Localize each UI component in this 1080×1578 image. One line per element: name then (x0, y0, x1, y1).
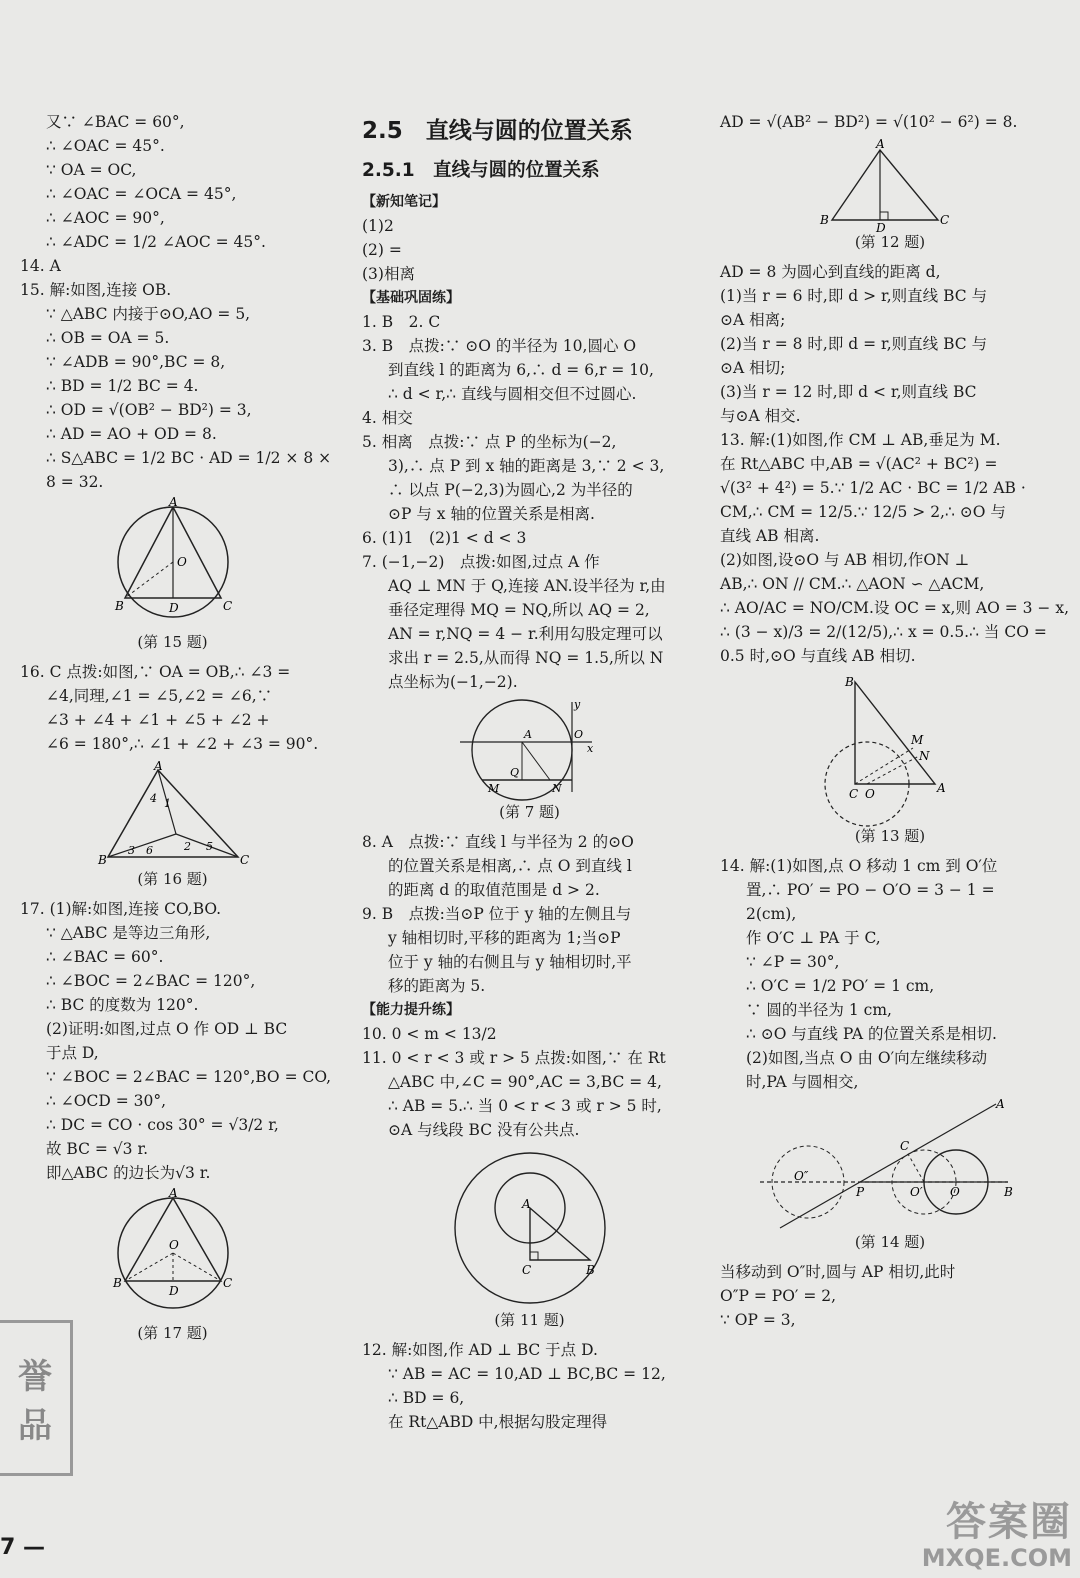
figure-13 (825, 674, 955, 824)
text-line: ∴ OD = √(OB² − BD²) = 3, (46, 401, 252, 419)
svg-text:6: 6 (145, 844, 153, 857)
svg-text:N: N (919, 749, 930, 763)
triangle-abc (530, 1208, 590, 1260)
text-line: ⊙A 相离; (720, 311, 786, 329)
figure-12 (820, 137, 960, 235)
text-line: ∴ ∠BAC = 60°. (46, 948, 164, 966)
text-line: ∴ OB = OA = 5. (46, 329, 170, 347)
text-line: 8. A 点拨:∵ 直线 l 与半径为 2 的⊙O (362, 833, 634, 851)
answer-14: 14. A (20, 257, 61, 275)
stamp-mark: 誉 品 (0, 1320, 73, 1476)
text-line: ∴ ∠BOC = 2∠BAC = 120°, (46, 972, 256, 990)
text-line: ∴ ∠OAC = 45°. (46, 137, 165, 155)
svg-text:x: x (586, 742, 593, 755)
svg-text:2: 2 (183, 840, 191, 853)
section-label: 【能力提升练】 (362, 1002, 460, 1018)
watermark-logo-text: 答案圈 (946, 1499, 1072, 1545)
text-line: ∴ S△ABC = 1/2 BC · AD = 1/2 × 8 × (46, 449, 332, 467)
text-line: ∴ 以点 P(−2,3)为圆心,2 为半径的 (388, 481, 633, 499)
text-line: 3),∴ 点 P 到 x 轴的距离是 3,∵ 2 < 3, (388, 457, 665, 475)
text-line: ∵ △ABC 内接于⊙O,AO = 5, (46, 305, 251, 323)
text-line: ∵ △ABC 是等边三角形, (46, 924, 211, 942)
svg-text:A: A (521, 1197, 531, 1211)
svg-text:B: B (585, 1263, 595, 1277)
section-title: 2.5 直线与圆的位置关系 (362, 118, 633, 144)
svg-text:D: D (876, 221, 886, 235)
text-line: 12. 解:如图,作 AD ⊥ BC 于点 D. (362, 1341, 598, 1359)
text-line: ∴ BD = 1/2 BC = 4. (46, 377, 199, 395)
caption-7: (第 7 题) (499, 803, 560, 821)
text-line: ⊙P 与 x 轴的位置关系是相离. (388, 505, 595, 523)
text-line: 即△ABC 的边长为√3 r. (46, 1164, 211, 1182)
text-line: 的距离 d 的取值范围是 d > 2. (388, 881, 600, 899)
figure-11 (450, 1148, 610, 1308)
text-line: ∴ ⊙O 与直线 PA 的位置关系是相切. (746, 1025, 997, 1043)
text-line: 1. B 2. C (362, 313, 441, 331)
text-line: 移的距离为 5. (388, 977, 486, 995)
text-line: AD = 8 为圆心到直线的距离 d, (720, 263, 941, 281)
text-line: 与⊙A 相交. (720, 407, 801, 425)
middle-column (362, 110, 697, 1434)
caption-14: (第 14 题) (854, 1233, 926, 1251)
text-line: y 轴相切时,平移的距离为 1;当⊙P (388, 929, 621, 947)
text-line: (2)如图,设⊙O 与 AB 相切,作ON ⊥ (720, 551, 970, 569)
text-line: ∵ OA = OC, (46, 161, 137, 179)
answer-13: 13. 解:(1)如图,作 CM ⊥ AB,垂足为 M. (720, 431, 1001, 449)
text-line: 求出 r = 2.5,从而得 NQ = 1.5,所以 N (388, 649, 664, 667)
svg-text:B: B (1004, 1185, 1013, 1199)
subsection-title: 2.5.1 直线与圆的位置关系 (362, 160, 600, 181)
svg-text:O′: O′ (910, 1185, 923, 1199)
answer-17: 17. (1)解:如图,连接 CO,BO. (20, 900, 222, 918)
text-line: 2(cm), (746, 905, 797, 923)
svg-text:C: C (849, 787, 859, 801)
svg-text:D: D (168, 601, 179, 615)
caption-12: (第 12 题) (854, 233, 926, 251)
caption-15: (第 15 题) (137, 633, 208, 651)
text-line: (2)当 r = 8 时,即 d = r,则直线 BC 与 (720, 335, 988, 353)
text-line: AN = r,NQ = 4 − r.利用勾股定理可以 (388, 625, 663, 643)
svg-text:C: C (521, 1263, 531, 1277)
svg-text:B: B (112, 1276, 122, 1290)
text-line: 6. (1)1 (2)1 < d < 3 (362, 529, 527, 547)
text-line: 又∵ ∠BAC = 60°, (46, 113, 185, 131)
svg-text:D: D (168, 1284, 179, 1298)
text-line: 位于 y 轴的右侧且与 y 轴相切时,平 (388, 953, 632, 971)
svg-text:4: 4 (149, 792, 157, 805)
text-line: 0.5 时,⊙O 与直线 AB 相切. (720, 647, 916, 665)
text-line: ∴ ∠AOC = 90°, (46, 209, 165, 227)
text-line: (3)当 r = 12 时,即 d < r,则直线 BC (720, 383, 977, 401)
figure-16 (97, 759, 249, 867)
svg-text:O: O (168, 1238, 179, 1252)
text-line: 在 Rt△ABC 中,AB = √(AC² + BC²) = (720, 455, 998, 473)
text-line: 当移动到 O″时,圆与 AP 相切,此时 (720, 1263, 956, 1281)
text-line: ∠6 = 180°,∴ ∠1 + ∠2 + ∠3 = 90°. (46, 735, 319, 753)
svg-text:A: A (168, 1186, 178, 1200)
svg-text:A: A (523, 728, 532, 741)
svg-text:A: A (153, 759, 163, 773)
text-line: ∵ 圆的半径为 1 cm, (746, 1001, 892, 1019)
text-line: AQ ⊥ MN 于 Q,连接 AN.设半径为 r,由 (388, 577, 666, 595)
segment-ob (125, 562, 173, 598)
svg-text:B: B (97, 853, 107, 867)
svg-text:O: O (176, 555, 187, 569)
text-line: (3)相离 (362, 265, 415, 283)
text-line: ∴ ∠OAC = ∠OCA = 45°, (46, 185, 237, 203)
text-line: ∵ ∠P = 30°, (746, 953, 840, 971)
figure-7 (460, 700, 600, 800)
svg-text:B: B (845, 675, 854, 689)
text-line: ∴ d < r,∴ 直线与圆相交但不过圆心. (388, 385, 637, 403)
text-line: 5. 相离 点拨:∵ 点 P 的坐标为(−2, (362, 433, 617, 451)
text-line: 3. B 点拨:∵ ⊙O 的半径为 10,圆心 O (362, 337, 637, 355)
svg-text:A: A (937, 781, 946, 795)
svg-text:O″: O″ (794, 1169, 809, 1183)
svg-text:5: 5 (205, 840, 213, 853)
watermark (922, 1500, 1072, 1572)
text-line: ∴ ∠OCD = 30°, (46, 1092, 167, 1110)
svg-text:O: O (950, 1185, 960, 1199)
answer-14: 14. 解:(1)如图,点 O 移动 1 cm 到 O′位 (720, 857, 998, 875)
figure-17 (98, 1186, 248, 1321)
text-line: 置,∴ PO′ = PO − O′O = 3 − 1 = (746, 881, 995, 899)
text-line: ⊙A 相切; (720, 359, 786, 377)
svg-text:C: C (222, 1276, 232, 1290)
svg-text:B: B (114, 599, 124, 613)
svg-text:N: N (551, 782, 562, 795)
text-line: (2) = (362, 241, 402, 259)
section-label: 【基础巩固练】 (362, 290, 460, 306)
text-line: ∴ AO/AC = NO/CM.设 OC = x,则 AO = 3 − x, (720, 599, 1069, 617)
watermark-url: MXQE.COM (921, 1544, 1072, 1572)
svg-text:C: C (239, 853, 249, 867)
text-line: ∴ AB = 5.∴ 当 0 < r < 3 或 r > 5 时, (388, 1097, 662, 1115)
text-line: ∴ AD = AO + OD = 8. (46, 425, 217, 443)
text-line: ∴ ∠ADC = 1/2 ∠AOC = 45°. (46, 233, 266, 251)
svg-text:3: 3 (127, 844, 135, 857)
text-line: 的位置关系是相离,∴ 点 O 到直线 l (388, 857, 632, 875)
left-column (20, 110, 332, 1351)
svg-text:A: A (876, 137, 885, 151)
text-line: 直线 AB 相离. (720, 527, 820, 545)
text-line: 9. B 点拨:当⊙P 位于 y 轴的左侧且与 (362, 905, 632, 923)
text-line: ∠3 + ∠4 + ∠1 + ∠5 + ∠2 + (46, 711, 270, 729)
page-number: 7 — (0, 1535, 45, 1560)
text-line: 点坐标为(−1,−2). (388, 673, 518, 691)
text-line: ∵ AB = AC = 10,AD ⊥ BC,BC = 12, (388, 1365, 666, 1383)
text-line: 7. (−1,−2) 点拨:如图,过点 A 作 (362, 553, 600, 571)
svg-text:B: B (820, 213, 829, 227)
text-line: ⊙A 与线段 BC 没有公共点. (388, 1121, 580, 1139)
text-line: 垂径定理得 MQ = NQ,所以 AQ = 2, (388, 601, 650, 619)
text-line: ∴ DC = CO · cos 30° = √3/2 r, (46, 1116, 279, 1134)
caption-17: (第 17 题) (137, 1324, 208, 1342)
text-line: 故 BC = √3 r. (46, 1140, 149, 1158)
text-line: ∴ BC 的度数为 120°. (46, 996, 199, 1014)
text-line: ∴ O′C = 1/2 PO′ = 1 cm, (746, 977, 935, 995)
text-line: 10. 0 < m < 13/2 (362, 1025, 497, 1043)
text-line: 到直线 l 的距离为 6,∴ d = 6,r = 10, (388, 361, 654, 379)
figure-15 (98, 495, 248, 630)
text-line: 8 = 32. (46, 473, 104, 491)
text-line: ∴ (3 − x)/3 = 2/(12/5),∴ x = 0.5.∴ 当 CO = (720, 623, 1047, 641)
text-line: ∴ BD = 6, (388, 1389, 465, 1407)
answer-15: 15. 解:如图,连接 OB. (20, 281, 172, 299)
svg-text:M: M (911, 733, 924, 747)
text-line: 11. 0 < r < 3 或 r > 5 点拨:如图,∵ 在 Rt (362, 1049, 666, 1067)
text-line: AD = √(AB² − BD²) = √(10² − 6²) = 8. (720, 113, 1018, 131)
text-line: 在 Rt△ABD 中,根据勾股定理得 (388, 1413, 608, 1431)
text-line: 作 O′C ⊥ PA 于 C, (746, 929, 881, 947)
text-line: O″P = PO′ = 2, (720, 1287, 837, 1305)
text-line: CM,∴ CM = 12/5.∵ 12/5 > 2,∴ ⊙O 与 (720, 503, 1006, 521)
text-line: △ABC 中,∠C = 90°,AC = 3,BC = 4, (388, 1073, 662, 1091)
right-column (720, 110, 1069, 1332)
svg-text:A: A (996, 1097, 1005, 1111)
text-line: (2)如图,当点 O 由 O′向左继续移动 (746, 1049, 988, 1067)
text-line: AB,∴ ON // CM.∴ △AON ∽ △ACM, (720, 575, 985, 593)
text-line: ∵ ∠BOC = 2∠BAC = 120°,BO = CO, (46, 1068, 332, 1086)
text-line: 于点 D, (46, 1044, 99, 1062)
text-line: (1)2 (362, 217, 394, 235)
caption-16: (第 16 题) (137, 870, 208, 888)
svg-text:Q: Q (509, 766, 519, 779)
answer-16: 16. C 点拨:如图,∵ OA = OB,∴ ∠3 = (20, 663, 291, 681)
svg-text:C: C (940, 213, 950, 227)
text-line: √(3² + 4²) = 5.∵ 1/2 AC · BC = 1/2 AB · (720, 479, 1026, 497)
text-line: ∵ ∠ADB = 90°,BC = 8, (46, 353, 226, 371)
text-line: (2)证明:如图,过点 O 作 OD ⊥ BC (46, 1020, 288, 1038)
text-line: ∠4,同理,∠1 = ∠5,∠2 = ∠6,∵ (46, 687, 273, 705)
text-line: ∵ OP = 3, (720, 1311, 796, 1329)
text-line: 4. 相交 (362, 409, 413, 427)
caption-13: (第 13 题) (854, 827, 926, 845)
svg-text:1: 1 (163, 797, 171, 810)
figure-14 (760, 1097, 1020, 1230)
section-label: 【新知笔记】 (362, 194, 446, 210)
triangle-abc (832, 150, 938, 220)
svg-text:C: C (222, 599, 232, 613)
svg-text:M: M (487, 782, 499, 795)
svg-text:A: A (168, 495, 178, 509)
text-line: (1)当 r = 6 时,即 d > r,则直线 BC 与 (720, 287, 988, 305)
svg-text:O: O (573, 728, 583, 741)
caption-11: (第 11 题) (494, 1311, 565, 1329)
svg-text:O: O (865, 787, 875, 801)
text-line: 时,PA 与圆相交, (746, 1073, 859, 1091)
svg-text:P: P (856, 1185, 865, 1199)
svg-text:y: y (573, 698, 580, 711)
svg-text:C: C (900, 1139, 910, 1153)
